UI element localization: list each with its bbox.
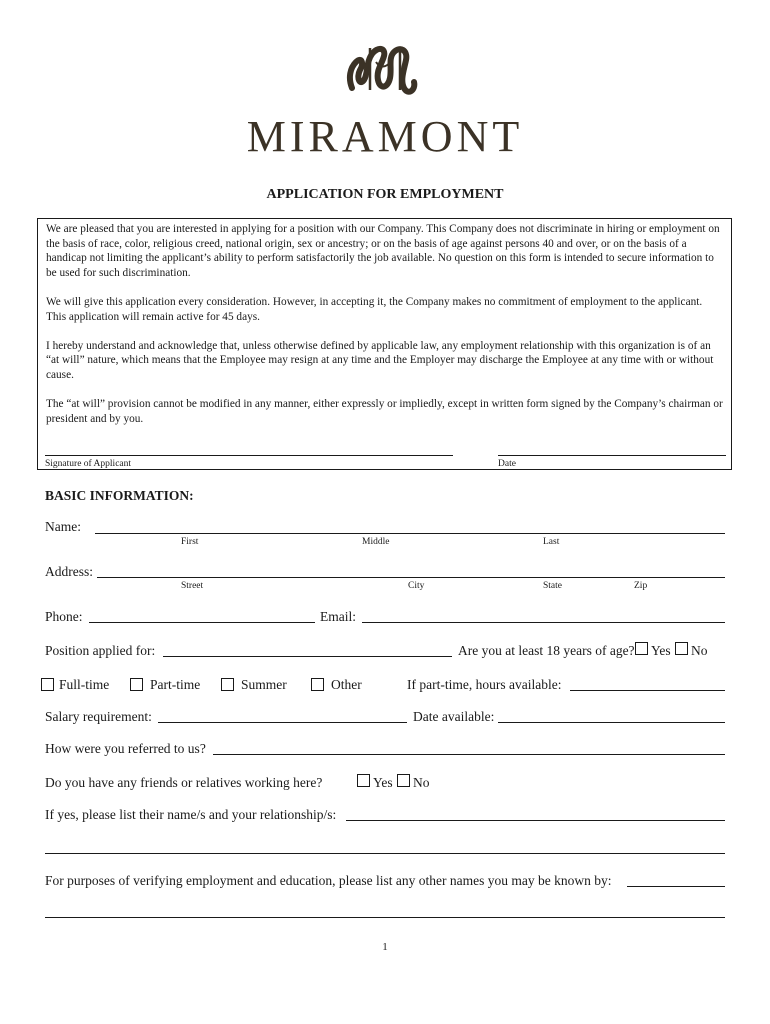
friends-yes-label: Yes <box>373 775 393 790</box>
other-names-label: For purposes of verifying employment and education, please list any other names you may be known by: <box>45 873 612 888</box>
age-no-label: No <box>691 643 708 658</box>
statement-paragraph: The “at will” provision cannot be modified in any manner, either expressly or impliedly, except in written form signed by the Company’s chairman or president and by you. <box>46 398 723 425</box>
phone-label: Phone: <box>45 609 83 624</box>
name-first-sub: First <box>181 537 199 547</box>
name-middle-sub: Middle <box>362 537 390 547</box>
summer-checkbox[interactable] <box>221 678 234 691</box>
date-available-field[interactable] <box>498 722 725 723</box>
signature-date-line[interactable] <box>498 455 726 456</box>
parttime-hours-label: If part-time, hours available: <box>407 677 562 692</box>
statement-paragraph: We will give this application every consideration. However, in accepting it, the Company makes no commitment of employment to the applicant. This application will remain active for 45 days. <box>46 295 703 323</box>
summer-label: Summer <box>241 677 287 692</box>
position-field[interactable] <box>163 656 452 657</box>
page-number: 1 <box>382 941 388 953</box>
address-label: Address: <box>45 564 93 579</box>
referred-field[interactable] <box>213 754 725 755</box>
position-label: Position applied for: <box>45 643 156 658</box>
address-state-sub: State <box>543 581 562 591</box>
statement-paragraph: I hereby understand and acknowledge that, unless otherwise defined by applicable law, any employment relationship with this organization is of an “at will” nature, which means that the Employee may resign at any time and the Employer may discharge the Employee at any time with or without cause. <box>46 339 714 381</box>
relatives-label: If yes, please list their name/s and your relationship/s: <box>45 807 337 822</box>
brand-wordmark: MIRAMONT <box>246 112 524 161</box>
salary-label: Salary requirement: <box>45 709 152 724</box>
friends-question: Do you have any friends or relatives working here? <box>45 775 323 790</box>
name-field[interactable] <box>95 533 725 534</box>
miramont-logo-mark-icon <box>330 40 440 102</box>
friends-no-checkbox[interactable] <box>397 774 410 787</box>
other-checkbox[interactable] <box>311 678 324 691</box>
other-names-field-line-2[interactable] <box>45 917 725 918</box>
signature-label: Signature of Applicant <box>45 459 132 469</box>
address-street-sub: Street <box>181 581 204 591</box>
friends-no-label: No <box>413 775 430 790</box>
fulltime-checkbox[interactable] <box>41 678 54 691</box>
address-city-sub: City <box>408 581 425 591</box>
statement-paragraph: We are pleased that you are interested in applying for a position with our Company. This Company does not discriminate in hiring or employment on the basis of race, color, religious creed, national origin, sex or ancestry; or on the basis of age against persons 40 and over, or on the basis of a handicap not limiting the applicant’s ability to perform satisfactorily the job available. No question on this form is intended to secure information to be used for such discrimination. <box>46 223 720 279</box>
basic-info-heading: BASIC INFORMATION: <box>45 488 194 503</box>
email-field[interactable] <box>362 622 725 623</box>
age-no-checkbox[interactable] <box>675 642 688 655</box>
referred-label: How were you referred to us? <box>45 741 206 756</box>
other-label: Other <box>331 677 362 692</box>
name-last-sub: Last <box>543 537 560 547</box>
statement-box <box>37 218 732 470</box>
relatives-field-line-2[interactable] <box>45 853 725 854</box>
salary-field[interactable] <box>158 722 407 723</box>
relatives-field[interactable] <box>346 820 725 821</box>
parttime-hours-field[interactable] <box>570 690 725 691</box>
age-question: Are you at least 18 years of age? <box>458 643 635 658</box>
age-yes-checkbox[interactable] <box>635 642 648 655</box>
fulltime-label: Full-time <box>59 677 110 692</box>
parttime-checkbox[interactable] <box>130 678 143 691</box>
form-title: APPLICATION FOR EMPLOYMENT <box>266 187 504 202</box>
phone-field[interactable] <box>89 622 315 623</box>
address-zip-sub: Zip <box>634 581 648 591</box>
address-field[interactable] <box>97 577 725 578</box>
age-yes-label: Yes <box>651 643 671 658</box>
date-label: Date <box>498 459 516 469</box>
other-names-field[interactable] <box>627 886 725 887</box>
email-label: Email: <box>320 609 356 624</box>
parttime-label: Part-time <box>150 677 201 692</box>
name-label: Name: <box>45 519 81 534</box>
friends-yes-checkbox[interactable] <box>357 774 370 787</box>
signature-line[interactable] <box>45 455 453 456</box>
date-available-label: Date available: <box>413 709 495 724</box>
